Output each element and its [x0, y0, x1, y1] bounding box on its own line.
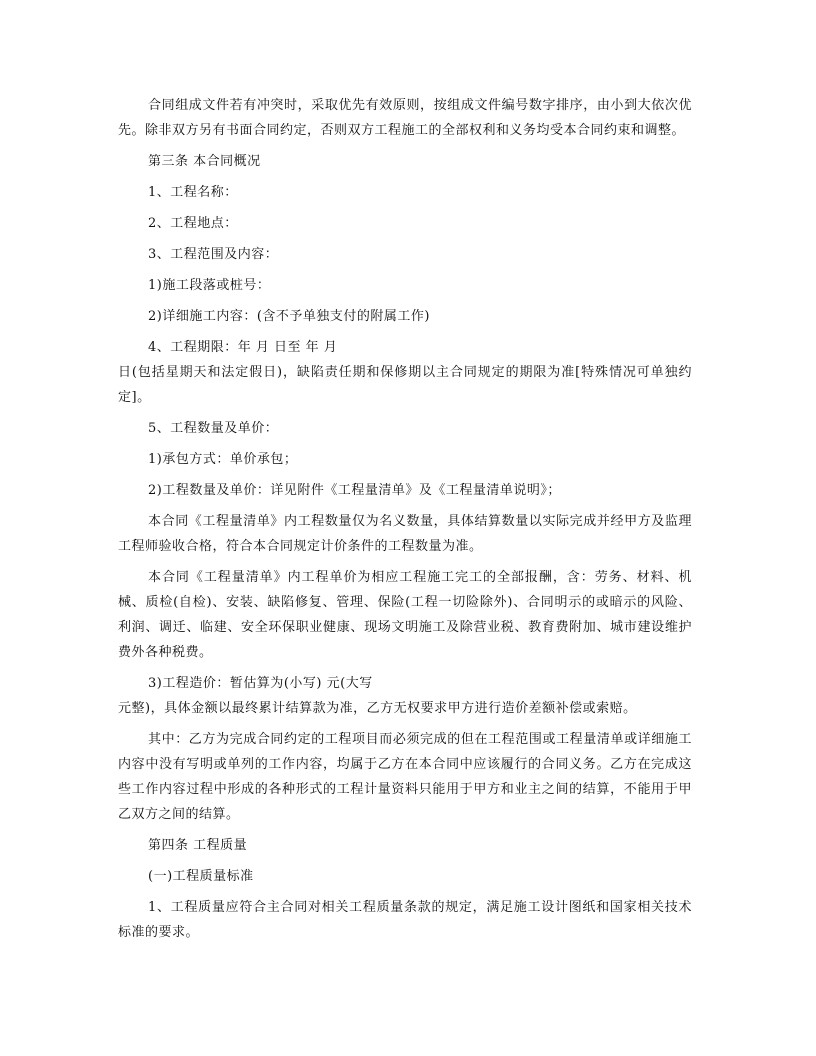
item-project-cost: 3)工程造价：暂估算为(小写) 元(大写: [148, 676, 373, 691]
paragraph-nominal-quantity: 本合同《工程量清单》内工程数量仅为名义数量，具体结算数量以实际完成并经甲方及监理工程师验收合格，符合本合同规定计价条件的工程数量为准。: [118, 514, 692, 554]
item-project-period: 4、工程期限：年 月 日至 年 月: [148, 340, 338, 355]
item-quality-requirement: 1、工程质量应符合主合同对相关工程质量条款的规定，满足施工设计图纸和国家相关技术标准的要求。: [118, 900, 692, 940]
item-quantity-list: 2)工程数量及单价：详见附件《工程量清单》及《工程量清单说明》；: [148, 483, 561, 498]
section-quality-standard: (一)工程质量标准: [148, 869, 254, 884]
article-4-heading: 第四条 工程质量: [148, 838, 248, 853]
item-contract-method: 1)承包方式：单价承包；: [148, 452, 298, 467]
item-section-stake: 1)施工段落或桩号：: [148, 278, 271, 293]
item-project-location: 2、工程地点：: [148, 216, 238, 231]
paragraph-additional-work: 其中：乙方为完成合同约定的工程项目而必须完成的但在工程范围或工程量清单或详细施工内容中没有写明或单列的工作内容，均属于乙方在本合同中应该履行的合同义务。乙方在完成这些工作内容过程中形成的各种形式的工程计量资料只能用于甲方和业主之间的结算，不能用于甲乙双方之间的结算。: [118, 732, 692, 822]
paragraph-cost-details: 元整)，具体金额以最终累计结算款为准，乙方无权要求甲方进行造价差额补偿或索赔。: [118, 701, 637, 716]
article-3-heading: 第三条 本合同概况: [148, 154, 261, 169]
item-quantity-price: 5、工程数量及单价：: [148, 421, 279, 436]
document-body: [118, 93, 692, 945]
item-detailed-content: 2)详细施工内容：(含不予单独支付的附属工作): [148, 309, 430, 324]
paragraph-conflict-priority: 合同组成文件若有冲突时，采取优先有效原则，按组成文件编号数字排序，由小到大依次优先。除非双方另有书面合同约定，否则双方工程施工的全部权利和义务均受本合同约束和调整。: [118, 98, 692, 138]
paragraph-unit-price: 本合同《工程量清单》内工程单价为相应工程施工完工的全部报酬，含：劳务、材料、机械、质检(自检)、安装、缺陷修复、管理、保险(工程一切险除外)、合同明示的或暗示的风险、利润、调迁、临建、安全环保职业健康、现场文明施工及除营业税、教育费附加、城市建设维护费外各种税费。: [118, 570, 692, 660]
item-project-name: 1、工程名称：: [148, 185, 238, 200]
item-project-scope: 3、工程范围及内容：: [148, 247, 279, 262]
paragraph-period-details: 日(包括星期天和法定假日)，缺陷责任期和保修期以主合同规定的期限为准[特殊情况可单独约定]。: [118, 365, 692, 405]
